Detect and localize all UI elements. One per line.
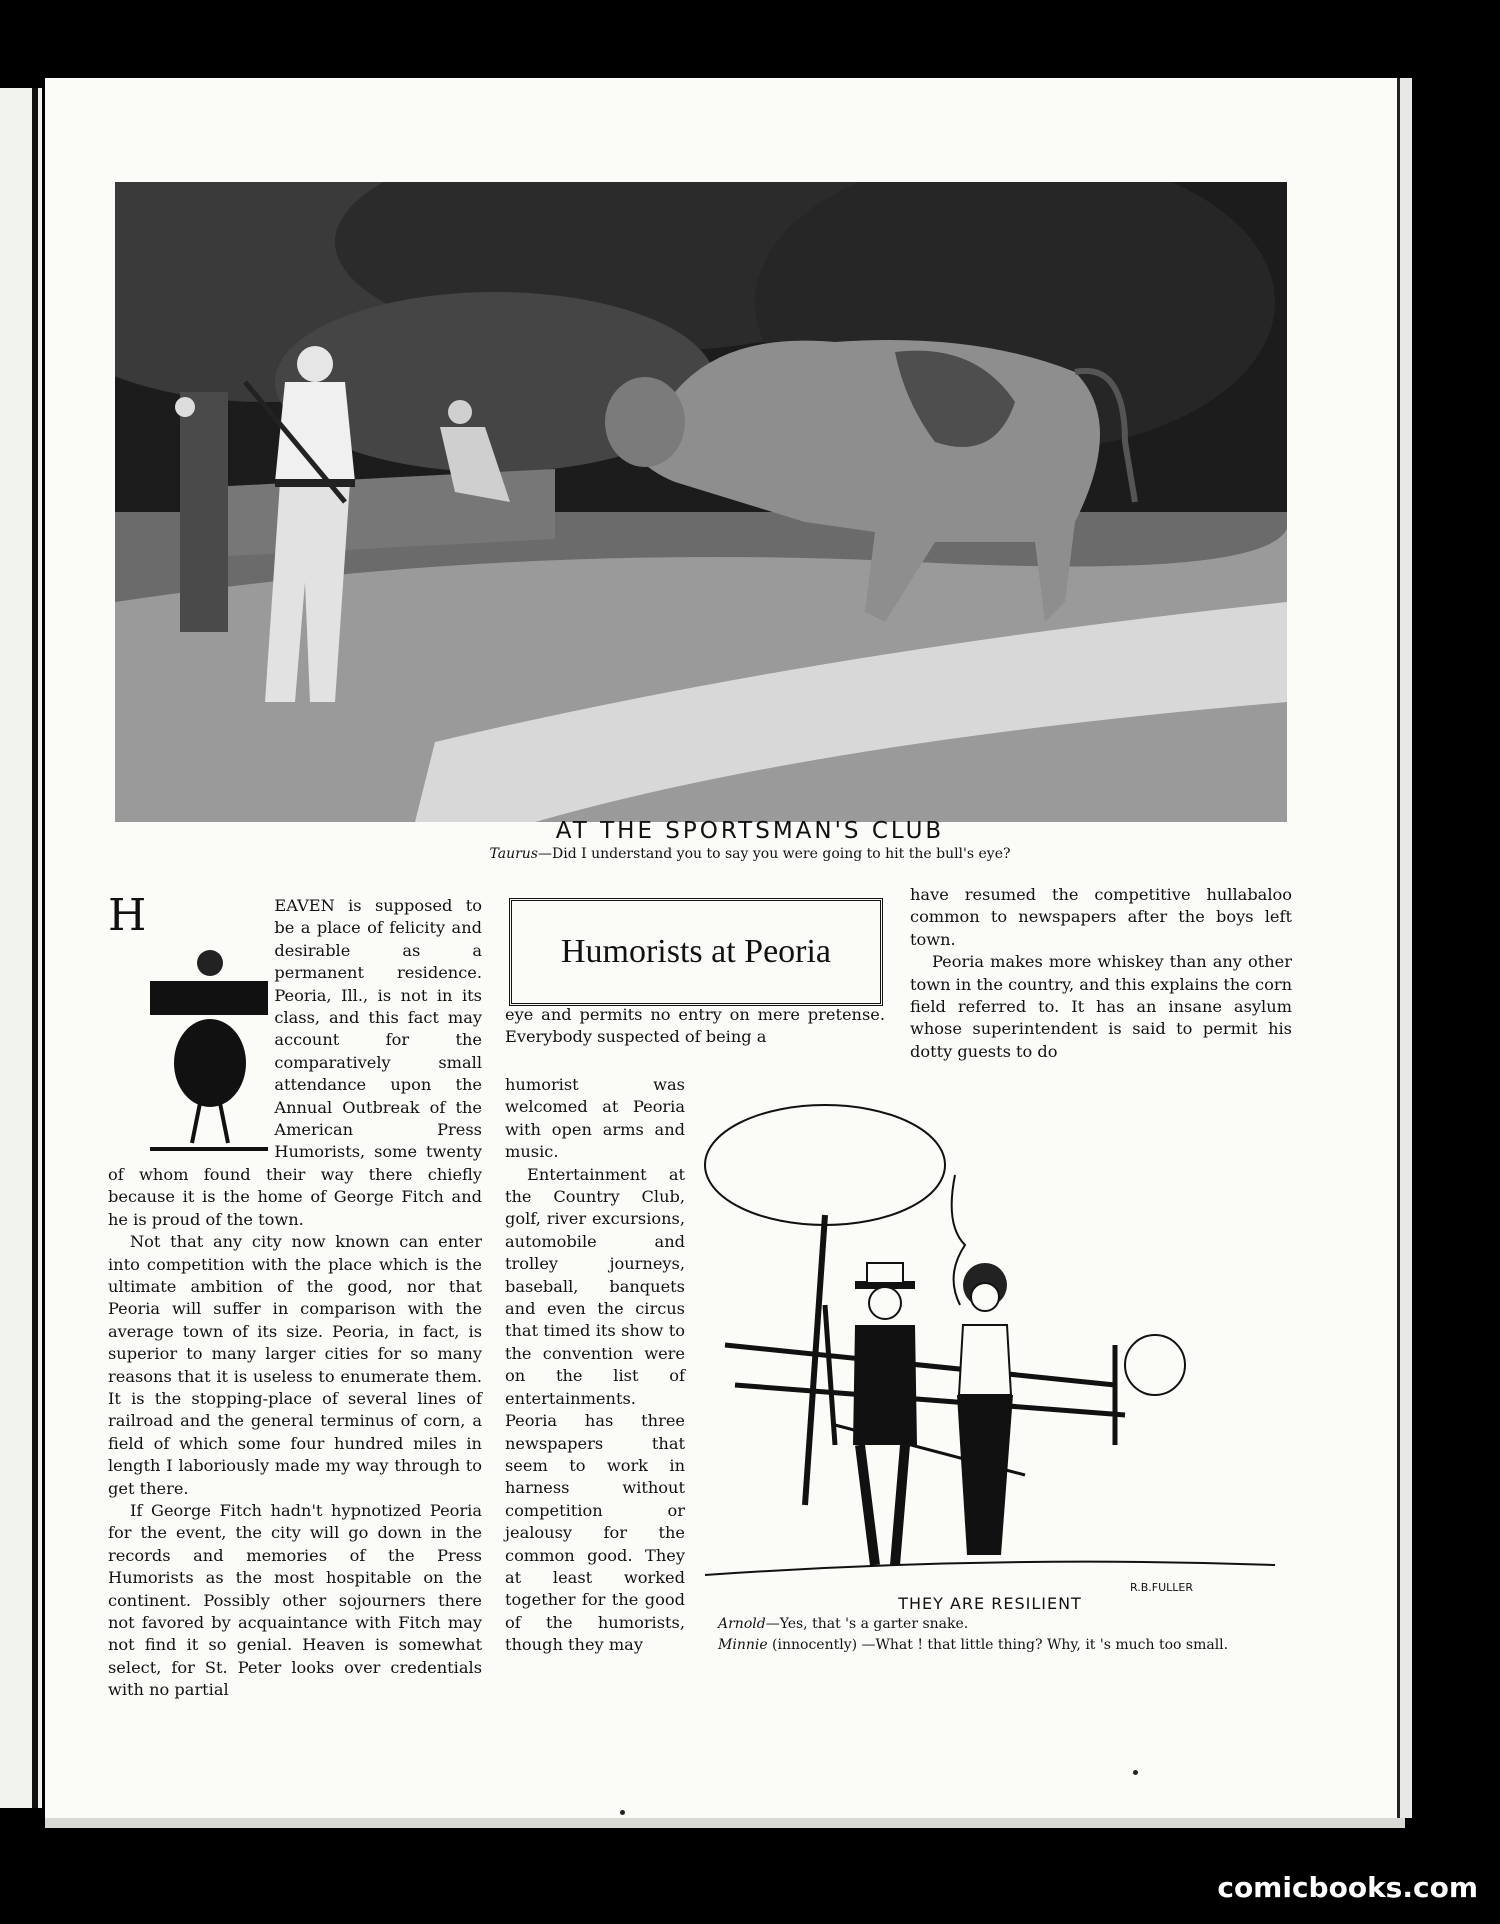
garter-snake-cartoon xyxy=(695,1085,1295,1605)
speaker-minnie: Minnie xyxy=(718,1637,768,1653)
left-page-edge xyxy=(0,88,42,1808)
right-page-edge xyxy=(1397,78,1412,1818)
minnie-line: (innocently) —What ! that little thing? Why, it 's much too small. xyxy=(767,1637,1229,1653)
speaker-arnold: Arnold xyxy=(718,1616,766,1632)
artist-signature: R.B.FULLER xyxy=(1130,1581,1194,1594)
top-caption-text: —Did I understand you to say you were going to hit the bull's eye? xyxy=(538,846,1011,862)
article-title-box xyxy=(509,898,883,1006)
col1-paragraph-1: EAVEN is supposed to be a place of felicity and desirable as a permanent residence. Peoria, Ill., is not in its class, and this fact may account for the comparatively small attendance upon the Annual Outbreak of the American Press Humorists, some twenty of whom found their way there chiefly because it is the home of George Fitch and he is proud of the town. xyxy=(108,896,482,1229)
ink-speck xyxy=(620,1810,625,1815)
top-caption-speaker: Taurus xyxy=(489,846,538,862)
lady-figure-illustration xyxy=(150,943,268,1153)
article-column-1 xyxy=(108,890,482,1702)
col3-paragraph-2: Peoria makes more whiskey than any other town in the country, and this explains the corn field referred to. It has an insane asylum whose superintendent is said to permit his dotty guests to do xyxy=(910,952,1293,1061)
arnold-line: —Yes, that 's a garter snake. xyxy=(765,1616,969,1632)
watermark: comicbooks.com xyxy=(1217,1871,1478,1904)
bottom-page-edge xyxy=(45,1818,1405,1828)
article-title: Humorists at Peoria xyxy=(560,933,832,970)
bottom-caption-line-2 xyxy=(718,1637,1228,1653)
col1-paragraph-3: If George Fitch hadn't hypnotized Peoria for the event, the city will go down in the records and memories of the Press Humorists as the most hospitable on the continent. Possibly other sojourners there not favored by acquaintance with Fitch may not find it so genial. Heaven is somewhat select, for St. Peter looks over credentials with no partial xyxy=(108,1500,482,1700)
col2-paragraph-2: Entertainment at the Country Club, golf, river excursions, automobile and trolley journeys, baseball, banquets and even the circus that timed its show to the convention were on the list of entertainments. Peoria has three newspapers that seem to work in harness without competition or jealousy for the common good. They at least worked together for the good of the humorists, though they may xyxy=(505,1164,685,1655)
bottom-caption-title: THEY ARE RESILIENT xyxy=(898,1594,1082,1613)
ink-speck xyxy=(1133,1770,1138,1775)
col3-paragraph-1: have resumed the competitive hullabaloo common to newspapers after the boys left town. xyxy=(910,885,1292,949)
col1-paragraph-2: Not that any city now known can enter into competition with the place which is the ultimate ambition of the good, nor that Peoria will suffer in comparison with the average town of its size. Peoria, in fact, is superior to many larger cities for so many reasons that it is useless to enumerate them. It is the stopping-place of several lines of railroad and the general terminus of corn, a field of which some four hundred miles in length I laboriously made my way through to get there. xyxy=(108,1232,482,1498)
col2-paragraph-1: humorist was welcomed at Peoria with open arms and music. xyxy=(505,1075,685,1162)
article-column-2-top xyxy=(505,1004,885,1049)
top-caption-line xyxy=(200,846,1300,862)
col2-opening-line: eye and permits no entry on mere pretense. Everybody suspected of being a xyxy=(505,1005,885,1047)
bottom-caption-line-1 xyxy=(718,1616,968,1632)
article-column-2 xyxy=(505,1074,685,1657)
top-caption-title: AT THE SPORTSMAN'S CLUB xyxy=(555,818,945,844)
article-column-3 xyxy=(910,884,1292,1063)
sportsman-illustration xyxy=(115,182,1287,822)
drop-cap: H xyxy=(108,890,147,941)
